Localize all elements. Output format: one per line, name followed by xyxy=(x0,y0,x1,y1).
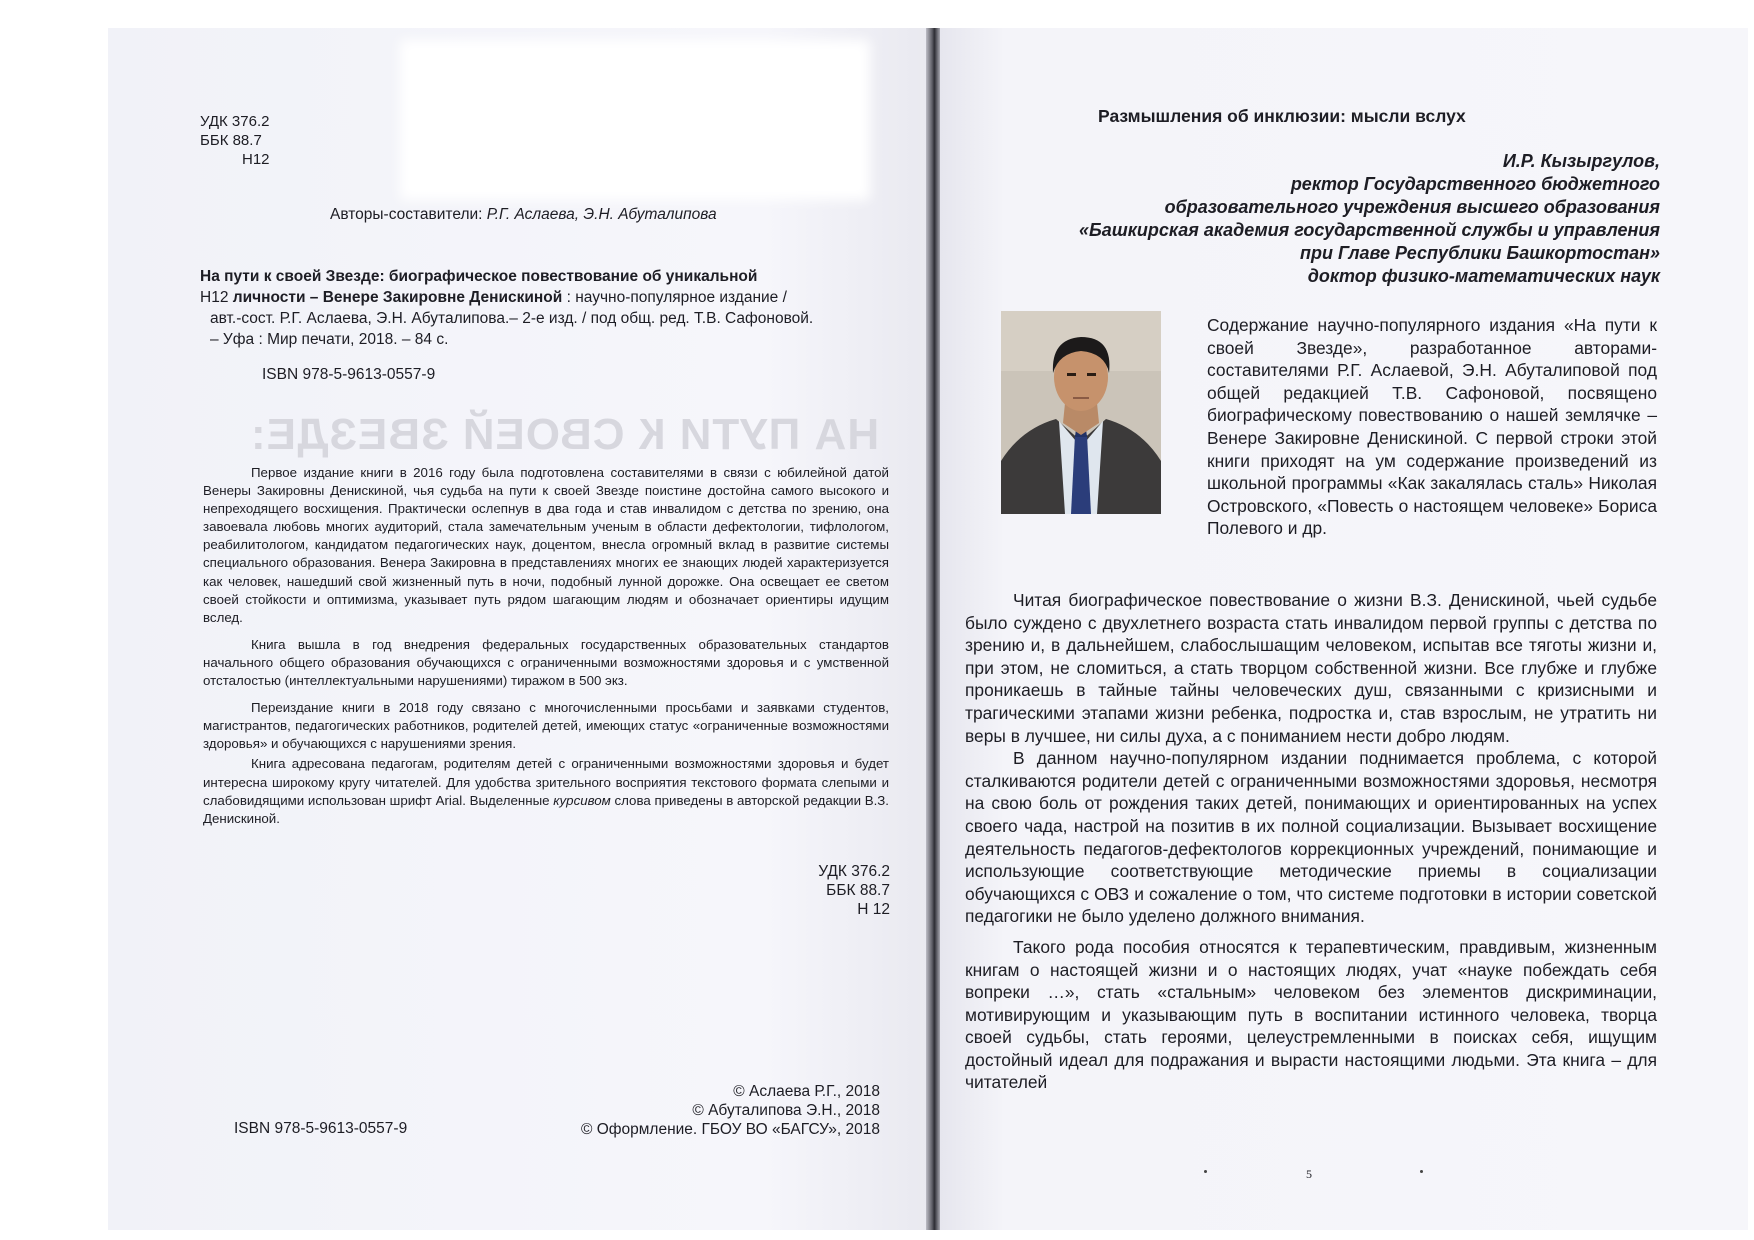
body-paragraph-3: Такого рода пособия относятся к терапевтическим, правдивым, жизненным книгам о настоящей жизни и о настоящих людях, учат «науке побеждать себя вопреки …», стать «стальным» человеком без элементов дискриминации, мотивирующим и указывающим путь в воспитании истинного человека, творца своей судьбы, стать героями, целеустремленными в поисках себя, ищущим достойный идеал для подражания и вырасти настоящими людьми. Эта книга – для читателей xyxy=(965,936,1657,1093)
biblio-code: Н12 xyxy=(200,289,229,306)
bbk-code-bottom: ББК 88.7 xyxy=(826,882,890,899)
book-spine xyxy=(926,28,940,1230)
udk-top-block xyxy=(200,112,270,169)
udk-code: УДК 376.2 xyxy=(200,113,270,130)
udk-code-bottom: УДК 376.2 xyxy=(818,863,890,880)
footer-dot-right xyxy=(1420,1170,1423,1173)
page-number: 5 xyxy=(1306,1167,1312,1181)
bibliographic-record xyxy=(200,266,890,350)
portrait-illustration xyxy=(1001,311,1161,514)
annotation-paragraph-4: Книга адресована педагогам, родителям детей с ограниченными возможностями здоровья и будет интересна широкому кругу читателей. Для удобства зрительного восприятия текстового формата слепыми и слабовидящими использован шрифт Arial. Выделенные курсивом слова приведены в авторской редакции В.З. Денискиной. xyxy=(203,756,889,826)
annotation-paragraph-3: Переиздание книги в 2018 году связано с многочисленными просьбами и заявками студентов, магистрантов, педагогических работников, родителей детей, имеющих статус «ограниченные возможностями здоровья» и обучающихся с нарушениями зрения. xyxy=(203,700,889,752)
annotation xyxy=(203,464,889,828)
copyright-line-3: © Оформление. ГБОУ ВО «БАГСУ», 2018 xyxy=(580,1121,880,1138)
copyright-line-1: © Аслаева Р.Г., 2018 xyxy=(733,1083,880,1100)
body-paragraph-2: В данном научно-популярном издании поднимается проблема, с которой сталкиваются родители детей с ограниченными возможностями здоровья, несмотря на свою боль от рождения таких детей, понимающих и ориентированных на успех своего чада, настрой на позитив в их полной социализации. Вызывает восхищение деятельность педагогов-дефектологов коррекционных учреждений, понимающие и использующие соответствующие методические приемы в социализации обучающихся с ОВЗ и сожаление о том, что системе подготовки в истории советской педагогики не было уделено должного внимания. xyxy=(965,748,1657,927)
author-name: И.Р. Кызыргулов, xyxy=(1502,151,1660,171)
copyright-block xyxy=(555,1082,880,1139)
footer-dot-left xyxy=(1204,1170,1207,1173)
italic-word: курсивом xyxy=(553,792,611,808)
udk-bottom-block xyxy=(818,862,890,919)
redacted-area xyxy=(400,40,870,200)
authors-line xyxy=(330,206,717,224)
biblio-publisher: – Уфа : Мир печати, 2018. – 84 с. xyxy=(210,331,449,348)
isbn-bottom: ISBN 978-5-9613-0557-9 xyxy=(234,1120,408,1137)
biblio-title-line1: На пути к своей Звезде: биографическое повествование об уникальной xyxy=(200,268,758,285)
annotation-paragraph-2: Книга вышла в год внедрения федеральных государственных образовательных стандартов начального общего образования обучающихся с ограниченными возможностями здоровья и с умственной отсталостью (интеллектуальными нарушениями) тиражом в 500 экз. xyxy=(203,636,889,689)
author-credential-5: доктор физико-математических наук xyxy=(1307,266,1660,286)
body-paragraph-1: Читая биографическое повествование о жизни В.З. Денискиной, чьей судьбе было суждено с двухлетнего возраста стать инвалидом первой группы с детства по зрению и, в дальнейшем, слабослышащим человеком, испытав все тяготы жизни и, при этом, не сломиться, а стать творцом собственной жизни. Все глубже и глубже проникаешь в тайные тайны человеческих душ, связанными с кризисными и трагическими этапами жизни ребенка, подростка и, став взрослым, не утратить ни веры в лучшее, ни силы духа, а с пониманием нести добро людям. xyxy=(965,590,1657,746)
authors-names: Р.Г. Аслаева, Э.Н. Абуталипова xyxy=(486,206,717,223)
bbk-code: ББК 88.7 xyxy=(200,132,262,149)
authors-label: Авторы-составители: xyxy=(330,206,483,223)
author-credential-1: ректор Государственного бюджетного xyxy=(1290,174,1660,194)
isbn-top: ISBN 978-5-9613-0557-9 xyxy=(262,366,436,383)
author-credentials xyxy=(940,150,1660,288)
author-portrait-photo xyxy=(1001,311,1161,514)
intro-text: Содержание научно-популярного издания «На пути к своей Звезде», разработанное авторами-составителями Р.Г. Аслаевой, Э.Н. Абуталиповой под общей редакцией Т.В. Сафоновой, посвящено биографическому повествованию о нашей землячке – Венере Закировне Денискиной. С первой строки этой книги приходят на ум содержание произведений из школьной программы «Как закалялась сталь» Николая Островского, «Повесть о настоящем человеке» Бориса Полевого и др. xyxy=(1207,315,1657,539)
copyright-line-2: © Абуталипова Э.Н., 2018 xyxy=(692,1102,880,1119)
author-credential-3: «Башкирская академия государственной службы и управления xyxy=(1078,220,1660,240)
chapter-title: Размышления об инклюзии: мысли вслух xyxy=(1098,106,1466,126)
main-text xyxy=(965,589,1657,1094)
intro-paragraph xyxy=(1207,314,1657,540)
show-through-title: НА ПУТИ К СВОЕЙ ЗВЕЗДЕ: xyxy=(250,410,880,459)
annotation-paragraph-1: Первое издание книги в 2016 году была подготовлена составителями в связи с юбилейной датой Венеры Закировны Денискиной, чья судьба на пути к своей Звезде поистине достойна самого высокого и непреходящего восхищения. Практически ослепнув в два года и став инвалидом с детства по зрению, она завоевала любовь многих аудиторий, стала замечательным ученым в области дефектологии, тифлологом, реабилитологом, кандидатом педагогических наук, доцентом, внесла огромный вклад в развитие системы специального образования. Венера Закировна в представлениях многих ее знающих людей характеризуется как человек, нашедший свой жизненный путь в ночи, подобный лунной дорожке. Она освещает ее светом своей стойкости и оптимизма, указывает путь рядом шагающим людям и обозначает ориентиры идущим вслед. xyxy=(203,465,889,625)
author-mark-bottom: Н 12 xyxy=(857,901,890,918)
author-mark: Н12 xyxy=(242,151,270,168)
biblio-authors: авт.-сост. Р.Г. Аслаева, Э.Н. Абуталипова.– 2-е изд. / под общ. ред. Т.В. Сафоновой. xyxy=(210,310,814,327)
biblio-type: : научно-популярное издание / xyxy=(562,289,787,306)
author-credential-2: образовательного учреждения высшего образования xyxy=(1164,197,1660,217)
biblio-title-line2: личности – Венере Закировне Денискиной xyxy=(232,289,563,306)
author-credential-4: при Главе Республики Башкортостан» xyxy=(1300,243,1660,263)
